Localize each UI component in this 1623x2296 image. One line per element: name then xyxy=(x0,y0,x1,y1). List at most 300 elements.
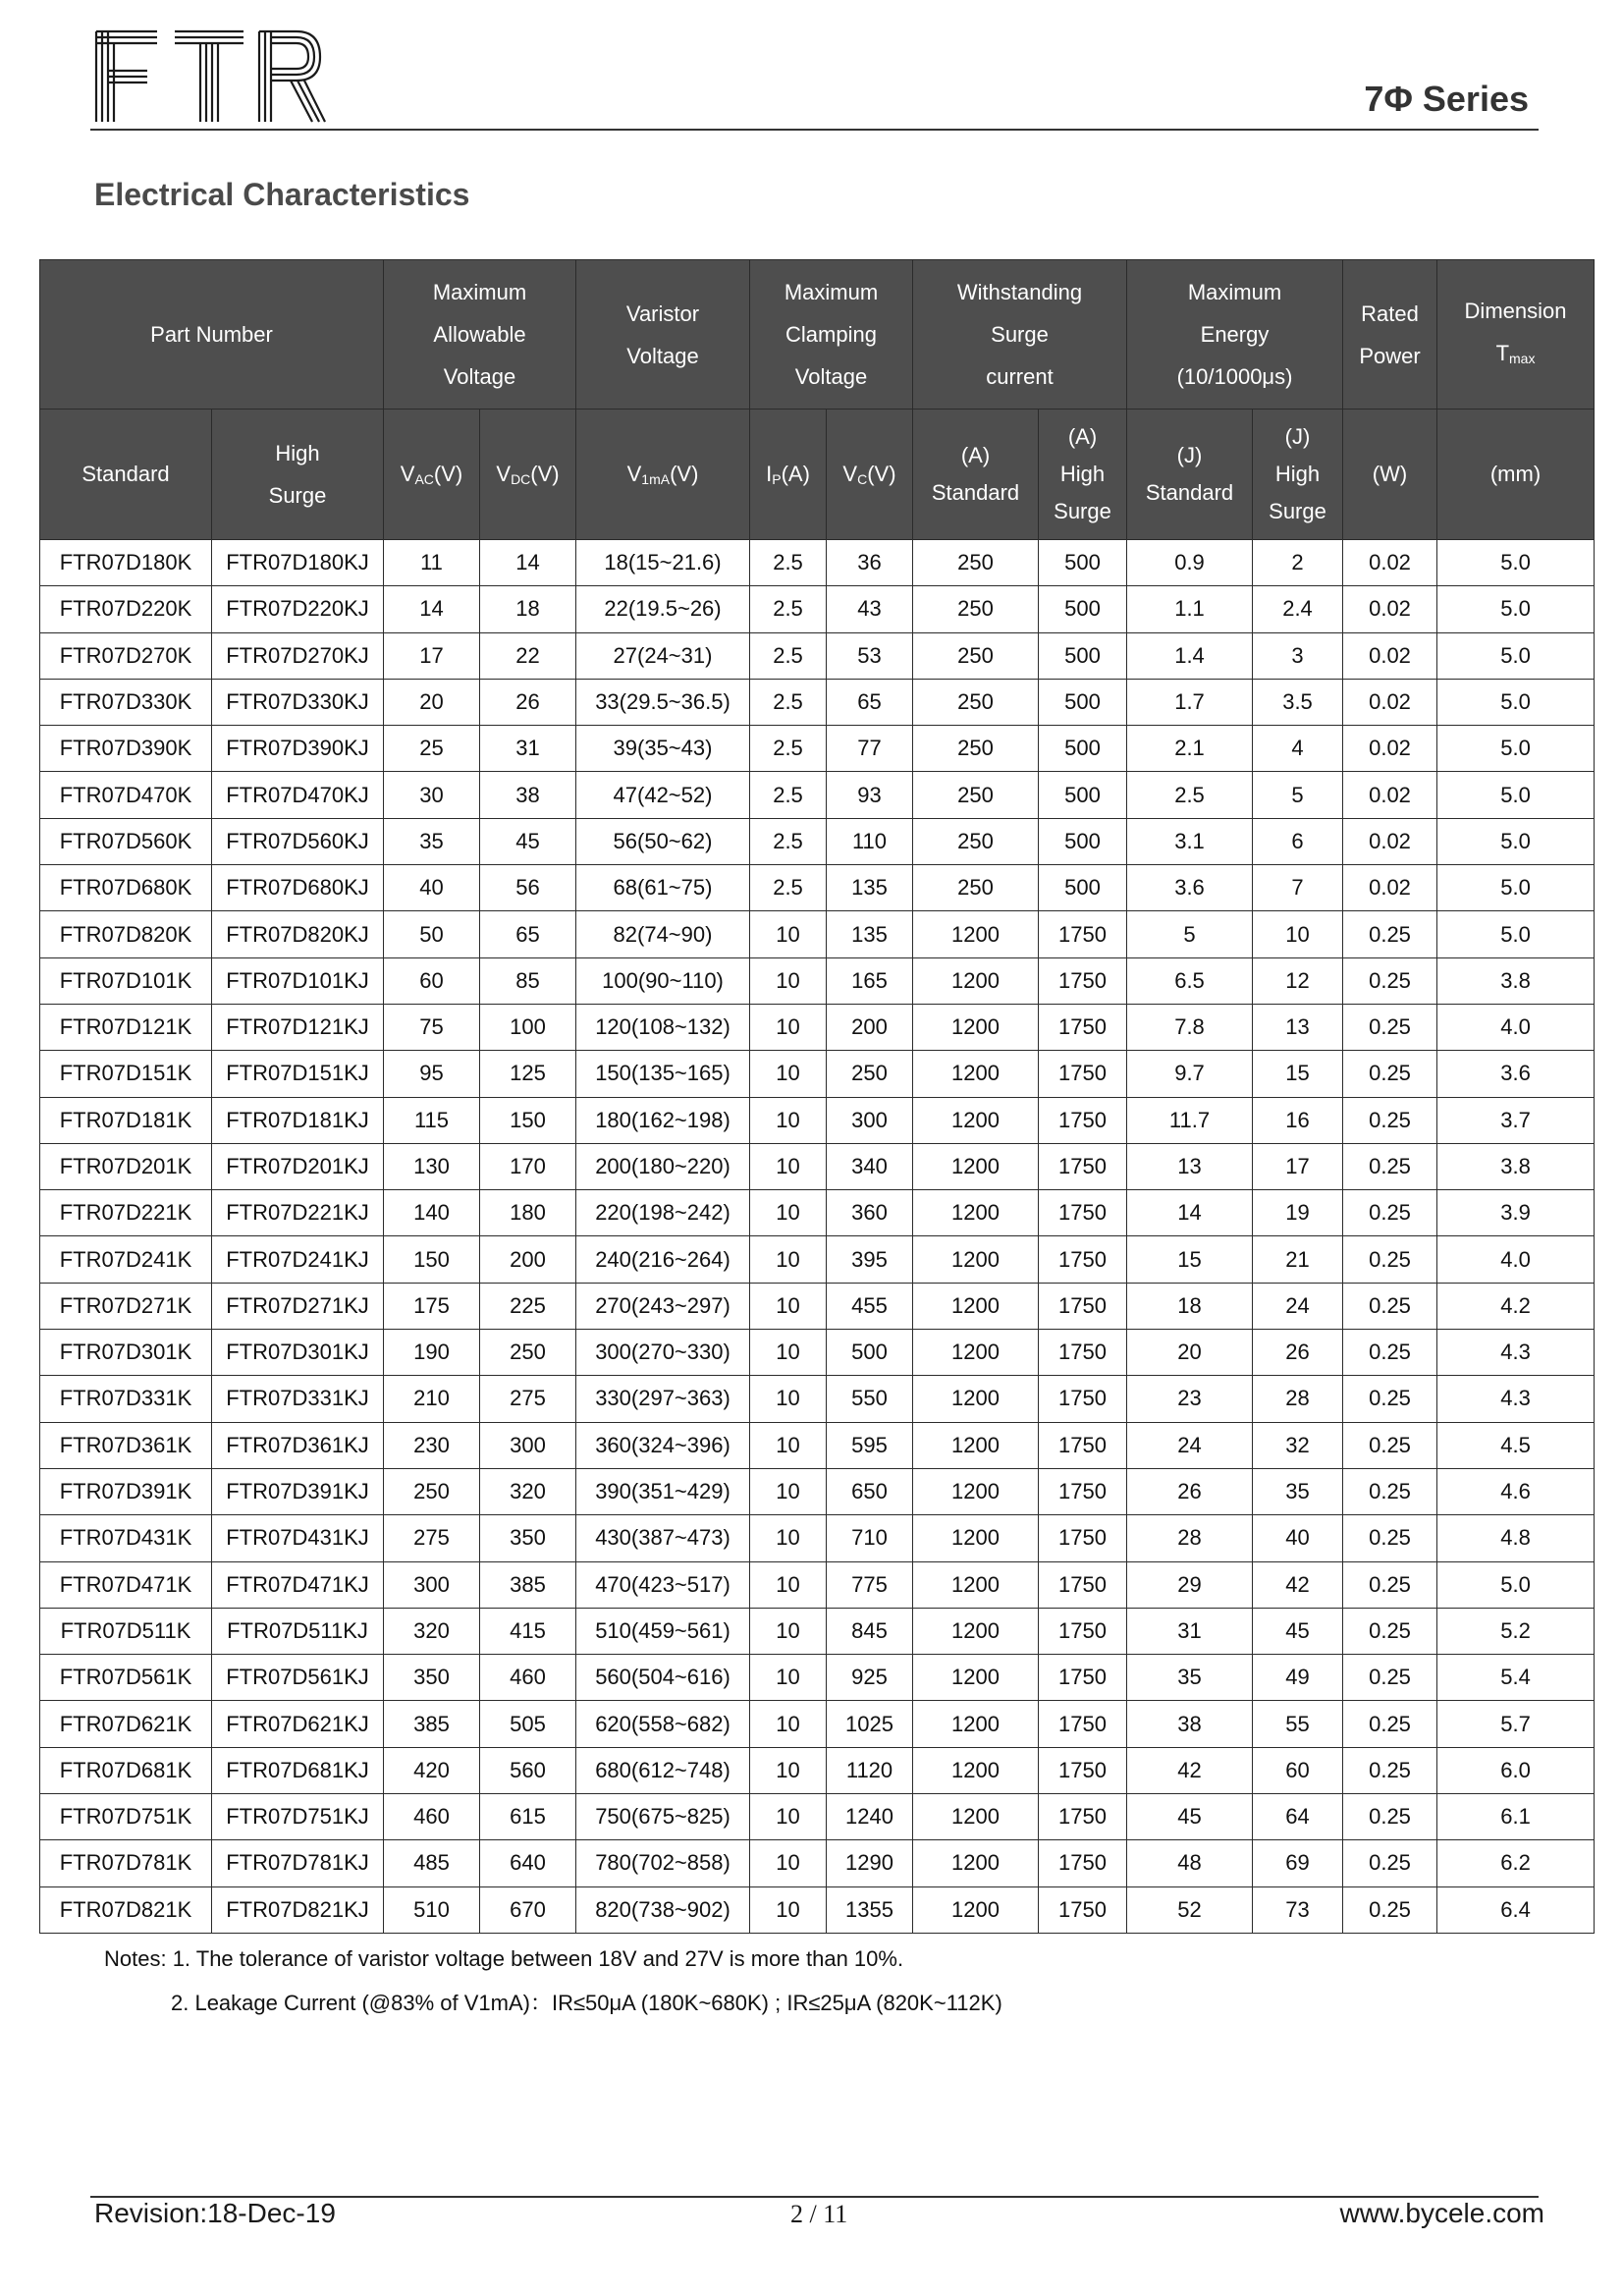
cell-vac: 420 xyxy=(384,1747,480,1793)
cell-surge-high: 1750 xyxy=(1039,1561,1127,1608)
table-row xyxy=(40,1004,1595,1050)
header-dimension-unit: (mm) xyxy=(1437,410,1595,540)
cell-part-high-surge: FTR07D101KJ xyxy=(212,957,384,1004)
table-row xyxy=(40,1840,1595,1886)
cell-vac: 40 xyxy=(384,865,480,911)
table-row xyxy=(40,586,1595,632)
cell-vac: 11 xyxy=(384,540,480,586)
cell-ip: 10 xyxy=(750,1468,827,1514)
cell-vac: 250 xyxy=(384,1468,480,1514)
cell-vac: 210 xyxy=(384,1376,480,1422)
header-divider xyxy=(90,129,1539,131)
table-row xyxy=(40,1422,1595,1468)
cell-dimension: 3.8 xyxy=(1437,1143,1595,1189)
cell-vac: 350 xyxy=(384,1655,480,1701)
cell-energy-standard: 6.5 xyxy=(1127,957,1253,1004)
cell-part-high-surge: FTR07D220KJ xyxy=(212,586,384,632)
cell-energy-high: 19 xyxy=(1253,1190,1343,1236)
cell-vc: 1120 xyxy=(827,1747,913,1793)
cell-part-standard: FTR07D781K xyxy=(40,1840,212,1886)
cell-ip: 10 xyxy=(750,1330,827,1376)
cell-part-high-surge: FTR07D471KJ xyxy=(212,1561,384,1608)
cell-surge-high: 1750 xyxy=(1039,1283,1127,1329)
cell-part-standard: FTR07D511K xyxy=(40,1608,212,1654)
header-energy-standard: (J) Standard xyxy=(1127,410,1253,540)
cell-ip: 2.5 xyxy=(750,540,827,586)
cell-part-standard: FTR07D820K xyxy=(40,911,212,957)
cell-v1ma: 18(15~21.6) xyxy=(576,540,750,586)
cell-vdc: 180 xyxy=(480,1190,576,1236)
cell-energy-high: 45 xyxy=(1253,1608,1343,1654)
cell-surge-standard: 1200 xyxy=(913,1330,1039,1376)
cell-vdc: 18 xyxy=(480,586,576,632)
table-row xyxy=(40,1886,1595,1933)
table-row xyxy=(40,1468,1595,1514)
cell-part-standard: FTR07D361K xyxy=(40,1422,212,1468)
cell-surge-standard: 1200 xyxy=(913,1051,1039,1097)
cell-part-high-surge: FTR07D361KJ xyxy=(212,1422,384,1468)
cell-surge-standard: 250 xyxy=(913,865,1039,911)
cell-energy-standard: 52 xyxy=(1127,1886,1253,1933)
cell-v1ma: 390(351~429) xyxy=(576,1468,750,1514)
cell-surge-high: 1750 xyxy=(1039,1190,1127,1236)
cell-vac: 175 xyxy=(384,1283,480,1329)
cell-vac: 75 xyxy=(384,1004,480,1050)
cell-ip: 2.5 xyxy=(750,632,827,679)
cell-energy-high: 17 xyxy=(1253,1143,1343,1189)
cell-vc: 455 xyxy=(827,1283,913,1329)
cell-part-standard: FTR07D470K xyxy=(40,772,212,818)
cell-part-high-surge: FTR07D431KJ xyxy=(212,1515,384,1561)
cell-vac: 385 xyxy=(384,1701,480,1747)
cell-part-high-surge: FTR07D681KJ xyxy=(212,1747,384,1793)
header-max-clamping-voltage: Maximum Clamping Voltage xyxy=(750,260,913,410)
cell-ip: 10 xyxy=(750,1422,827,1468)
cell-vac: 14 xyxy=(384,586,480,632)
cell-surge-high: 1750 xyxy=(1039,1794,1127,1840)
cell-vc: 53 xyxy=(827,632,913,679)
cell-surge-standard: 1200 xyxy=(913,1561,1039,1608)
cell-vac: 60 xyxy=(384,957,480,1004)
cell-v1ma: 68(61~75) xyxy=(576,865,750,911)
cell-vdc: 505 xyxy=(480,1701,576,1747)
cell-rated-power: 0.25 xyxy=(1343,1097,1437,1143)
table-row xyxy=(40,632,1595,679)
cell-ip: 10 xyxy=(750,1886,827,1933)
cell-part-standard: FTR07D680K xyxy=(40,865,212,911)
cell-vac: 320 xyxy=(384,1608,480,1654)
cell-ip: 10 xyxy=(750,1608,827,1654)
cell-vdc: 38 xyxy=(480,772,576,818)
cell-vac: 130 xyxy=(384,1143,480,1189)
cell-dimension: 5.0 xyxy=(1437,865,1595,911)
cell-vdc: 22 xyxy=(480,632,576,679)
cell-vc: 595 xyxy=(827,1422,913,1468)
cell-part-standard: FTR07D181K xyxy=(40,1097,212,1143)
cell-vdc: 275 xyxy=(480,1376,576,1422)
cell-dimension: 5.0 xyxy=(1437,1561,1595,1608)
table-row xyxy=(40,1655,1595,1701)
cell-dimension: 5.7 xyxy=(1437,1701,1595,1747)
cell-vac: 230 xyxy=(384,1422,480,1468)
cell-surge-high: 500 xyxy=(1039,679,1127,725)
cell-surge-standard: 1200 xyxy=(913,911,1039,957)
cell-energy-high: 12 xyxy=(1253,957,1343,1004)
cell-v1ma: 780(702~858) xyxy=(576,1840,750,1886)
ftr-logo xyxy=(94,27,326,124)
cell-surge-high: 1750 xyxy=(1039,1840,1127,1886)
cell-dimension: 5.0 xyxy=(1437,772,1595,818)
cell-ip: 10 xyxy=(750,1051,827,1097)
cell-vdc: 170 xyxy=(480,1143,576,1189)
cell-vc: 1290 xyxy=(827,1840,913,1886)
cell-energy-high: 42 xyxy=(1253,1561,1343,1608)
cell-vc: 165 xyxy=(827,957,913,1004)
cell-part-high-surge: FTR07D151KJ xyxy=(212,1051,384,1097)
cell-surge-high: 1750 xyxy=(1039,1376,1127,1422)
revision-date: Revision:18-Dec-19 xyxy=(94,2198,336,2228)
cell-part-standard: FTR07D101K xyxy=(40,957,212,1004)
cell-energy-high: 7 xyxy=(1253,865,1343,911)
cell-part-high-surge: FTR07D560KJ xyxy=(212,818,384,864)
series-title: 7Φ Series xyxy=(1364,79,1529,119)
cell-part-high-surge: FTR07D751KJ xyxy=(212,1794,384,1840)
cell-energy-standard: 14 xyxy=(1127,1190,1253,1236)
cell-vdc: 350 xyxy=(480,1515,576,1561)
header-withstanding-surge-current: Withstanding Surge current xyxy=(913,260,1127,410)
cell-dimension: 4.0 xyxy=(1437,1236,1595,1283)
cell-dimension: 3.9 xyxy=(1437,1190,1595,1236)
table-row xyxy=(40,1330,1595,1376)
cell-energy-high: 69 xyxy=(1253,1840,1343,1886)
cell-part-standard: FTR07D431K xyxy=(40,1515,212,1561)
cell-surge-high: 1750 xyxy=(1039,1004,1127,1050)
cell-vc: 135 xyxy=(827,911,913,957)
header-power-unit: (W) xyxy=(1343,410,1437,540)
cell-part-high-surge: FTR07D820KJ xyxy=(212,911,384,957)
cell-v1ma: 240(216~264) xyxy=(576,1236,750,1283)
table-row xyxy=(40,726,1595,772)
cell-surge-standard: 1200 xyxy=(913,1840,1039,1886)
header-energy-high: (J) High Surge xyxy=(1253,410,1343,540)
cell-energy-standard: 45 xyxy=(1127,1794,1253,1840)
cell-part-high-surge: FTR07D470KJ xyxy=(212,772,384,818)
table-row xyxy=(40,911,1595,957)
cell-dimension: 6.4 xyxy=(1437,1886,1595,1933)
cell-surge-high: 1750 xyxy=(1039,1236,1127,1283)
cell-rated-power: 0.25 xyxy=(1343,957,1437,1004)
cell-surge-standard: 1200 xyxy=(913,1236,1039,1283)
cell-part-standard: FTR07D241K xyxy=(40,1236,212,1283)
cell-energy-standard: 26 xyxy=(1127,1468,1253,1514)
cell-energy-standard: 0.9 xyxy=(1127,540,1253,586)
cell-vdc: 125 xyxy=(480,1051,576,1097)
electrical-characteristics-table xyxy=(39,259,1595,1934)
website-link[interactable]: www.bycele.com xyxy=(1339,2198,1544,2228)
cell-vac: 190 xyxy=(384,1330,480,1376)
cell-part-standard: FTR07D621K xyxy=(40,1701,212,1747)
cell-part-standard: FTR07D180K xyxy=(40,540,212,586)
cell-part-standard: FTR07D121K xyxy=(40,1004,212,1050)
cell-part-standard: FTR07D391K xyxy=(40,1468,212,1514)
cell-surge-high: 1750 xyxy=(1039,1608,1127,1654)
cell-part-high-surge: FTR07D180KJ xyxy=(212,540,384,586)
cell-part-high-surge: FTR07D221KJ xyxy=(212,1190,384,1236)
cell-rated-power: 0.02 xyxy=(1343,540,1437,586)
cell-rated-power: 0.25 xyxy=(1343,1330,1437,1376)
cell-energy-standard: 20 xyxy=(1127,1330,1253,1376)
cell-energy-high: 10 xyxy=(1253,911,1343,957)
cell-vac: 115 xyxy=(384,1097,480,1143)
cell-vac: 50 xyxy=(384,911,480,957)
cell-vc: 300 xyxy=(827,1097,913,1143)
cell-rated-power: 0.25 xyxy=(1343,1608,1437,1654)
cell-energy-high: 2 xyxy=(1253,540,1343,586)
cell-vdc: 65 xyxy=(480,911,576,957)
cell-vc: 710 xyxy=(827,1515,913,1561)
cell-v1ma: 220(198~242) xyxy=(576,1190,750,1236)
cell-vc: 1240 xyxy=(827,1794,913,1840)
cell-part-high-surge: FTR07D621KJ xyxy=(212,1701,384,1747)
cell-v1ma: 510(459~561) xyxy=(576,1608,750,1654)
cell-ip: 10 xyxy=(750,1004,827,1050)
cell-ip: 10 xyxy=(750,1190,827,1236)
cell-v1ma: 360(324~396) xyxy=(576,1422,750,1468)
cell-ip: 10 xyxy=(750,1747,827,1793)
cell-surge-high: 1750 xyxy=(1039,1515,1127,1561)
table-row xyxy=(40,1236,1595,1283)
header-standard: Standard xyxy=(40,410,212,540)
cell-vdc: 56 xyxy=(480,865,576,911)
cell-energy-high: 15 xyxy=(1253,1051,1343,1097)
cell-vc: 550 xyxy=(827,1376,913,1422)
cell-part-standard: FTR07D331K xyxy=(40,1376,212,1422)
cell-dimension: 3.6 xyxy=(1437,1051,1595,1097)
cell-vac: 140 xyxy=(384,1190,480,1236)
cell-surge-standard: 1200 xyxy=(913,1701,1039,1747)
cell-part-high-surge: FTR07D511KJ xyxy=(212,1608,384,1654)
cell-part-standard: FTR07D681K xyxy=(40,1747,212,1793)
cell-ip: 10 xyxy=(750,1143,827,1189)
cell-energy-standard: 35 xyxy=(1127,1655,1253,1701)
cell-energy-standard: 29 xyxy=(1127,1561,1253,1608)
cell-part-high-surge: FTR07D561KJ xyxy=(212,1655,384,1701)
cell-vdc: 615 xyxy=(480,1794,576,1840)
cell-ip: 10 xyxy=(750,1655,827,1701)
cell-surge-standard: 1200 xyxy=(913,957,1039,1004)
header-dimension: Dimension $T_{max}$ xyxy=(1437,260,1595,410)
header-vac: $V_{AC}(V)$ xyxy=(384,410,480,540)
cell-vac: 275 xyxy=(384,1515,480,1561)
cell-vdc: 100 xyxy=(480,1004,576,1050)
cell-v1ma: 620(558~682) xyxy=(576,1701,750,1747)
cell-energy-standard: 24 xyxy=(1127,1422,1253,1468)
cell-energy-high: 64 xyxy=(1253,1794,1343,1840)
cell-vc: 340 xyxy=(827,1143,913,1189)
cell-energy-standard: 13 xyxy=(1127,1143,1253,1189)
cell-dimension: 6.1 xyxy=(1437,1794,1595,1840)
cell-v1ma: 470(423~517) xyxy=(576,1561,750,1608)
cell-vdc: 85 xyxy=(480,957,576,1004)
cell-dimension: 5.0 xyxy=(1437,818,1595,864)
cell-part-high-surge: FTR07D181KJ xyxy=(212,1097,384,1143)
cell-energy-high: 3 xyxy=(1253,632,1343,679)
cell-part-standard: FTR07D560K xyxy=(40,818,212,864)
cell-vac: 150 xyxy=(384,1236,480,1283)
cell-dimension: 3.8 xyxy=(1437,957,1595,1004)
cell-v1ma: 33(29.5~36.5) xyxy=(576,679,750,725)
cell-energy-standard: 31 xyxy=(1127,1608,1253,1654)
cell-vdc: 415 xyxy=(480,1608,576,1654)
cell-ip: 2.5 xyxy=(750,726,827,772)
cell-part-high-surge: FTR07D241KJ xyxy=(212,1236,384,1283)
cell-vac: 25 xyxy=(384,726,480,772)
cell-rated-power: 0.25 xyxy=(1343,1422,1437,1468)
cell-surge-standard: 1200 xyxy=(913,1143,1039,1189)
cell-energy-standard: 3.1 xyxy=(1127,818,1253,864)
cell-ip: 2.5 xyxy=(750,772,827,818)
cell-part-standard: FTR07D270K xyxy=(40,632,212,679)
cell-energy-standard: 42 xyxy=(1127,1747,1253,1793)
cell-ip: 2.5 xyxy=(750,586,827,632)
cell-surge-high: 1750 xyxy=(1039,1747,1127,1793)
cell-v1ma: 82(74~90) xyxy=(576,911,750,957)
cell-vc: 1355 xyxy=(827,1886,913,1933)
cell-energy-standard: 5 xyxy=(1127,911,1253,957)
cell-surge-high: 500 xyxy=(1039,818,1127,864)
cell-v1ma: 200(180~220) xyxy=(576,1143,750,1189)
cell-part-high-surge: FTR07D201KJ xyxy=(212,1143,384,1189)
header-max-allowable-voltage: Maximum Allowable Voltage xyxy=(384,260,576,410)
cell-surge-high: 500 xyxy=(1039,865,1127,911)
cell-energy-standard: 7.8 xyxy=(1127,1004,1253,1050)
cell-dimension: 5.0 xyxy=(1437,679,1595,725)
cell-v1ma: 330(297~363) xyxy=(576,1376,750,1422)
page-number: 2 / 11 xyxy=(790,2200,848,2228)
cell-vc: 77 xyxy=(827,726,913,772)
cell-energy-high: 2.4 xyxy=(1253,586,1343,632)
cell-surge-standard: 1200 xyxy=(913,1468,1039,1514)
cell-rated-power: 0.02 xyxy=(1343,726,1437,772)
cell-energy-high: 26 xyxy=(1253,1330,1343,1376)
cell-part-high-surge: FTR07D390KJ xyxy=(212,726,384,772)
cell-energy-high: 13 xyxy=(1253,1004,1343,1050)
cell-surge-high: 1750 xyxy=(1039,1468,1127,1514)
cell-energy-standard: 38 xyxy=(1127,1701,1253,1747)
cell-part-standard: FTR07D221K xyxy=(40,1190,212,1236)
cell-v1ma: 750(675~825) xyxy=(576,1794,750,1840)
cell-surge-standard: 250 xyxy=(913,726,1039,772)
cell-vc: 135 xyxy=(827,865,913,911)
cell-part-high-surge: FTR07D391KJ xyxy=(212,1468,384,1514)
table-row xyxy=(40,540,1595,586)
cell-rated-power: 0.02 xyxy=(1343,818,1437,864)
cell-energy-standard: 3.6 xyxy=(1127,865,1253,911)
cell-dimension: 3.7 xyxy=(1437,1097,1595,1143)
header-surge-standard: (A) Standard xyxy=(913,410,1039,540)
cell-v1ma: 100(90~110) xyxy=(576,957,750,1004)
cell-energy-high: 6 xyxy=(1253,818,1343,864)
cell-rated-power: 0.25 xyxy=(1343,1794,1437,1840)
header-varistor-voltage: Varistor Voltage xyxy=(576,260,750,410)
cell-rated-power: 0.25 xyxy=(1343,1051,1437,1097)
cell-energy-high: 49 xyxy=(1253,1655,1343,1701)
cell-surge-standard: 1200 xyxy=(913,1004,1039,1050)
cell-vac: 20 xyxy=(384,679,480,725)
cell-part-high-surge: FTR07D781KJ xyxy=(212,1840,384,1886)
cell-dimension: 5.0 xyxy=(1437,726,1595,772)
header-part-number: Part Number xyxy=(40,260,384,410)
header-high-surge: High Surge xyxy=(212,410,384,540)
cell-rated-power: 0.25 xyxy=(1343,1655,1437,1701)
cell-surge-high: 500 xyxy=(1039,586,1127,632)
cell-vdc: 560 xyxy=(480,1747,576,1793)
cell-rated-power: 0.25 xyxy=(1343,1468,1437,1514)
cell-surge-high: 1750 xyxy=(1039,1655,1127,1701)
cell-rated-power: 0.02 xyxy=(1343,586,1437,632)
cell-energy-high: 60 xyxy=(1253,1747,1343,1793)
cell-ip: 10 xyxy=(750,1097,827,1143)
cell-v1ma: 560(504~616) xyxy=(576,1655,750,1701)
cell-vac: 300 xyxy=(384,1561,480,1608)
cell-vc: 36 xyxy=(827,540,913,586)
cell-ip: 2.5 xyxy=(750,679,827,725)
cell-vac: 460 xyxy=(384,1794,480,1840)
cell-vc: 43 xyxy=(827,586,913,632)
cell-dimension: 5.0 xyxy=(1437,911,1595,957)
cell-dimension: 5.0 xyxy=(1437,632,1595,679)
cell-energy-high: 32 xyxy=(1253,1422,1343,1468)
cell-surge-high: 500 xyxy=(1039,726,1127,772)
cell-energy-high: 55 xyxy=(1253,1701,1343,1747)
cell-ip: 10 xyxy=(750,1376,827,1422)
cell-surge-standard: 250 xyxy=(913,632,1039,679)
table-row xyxy=(40,1051,1595,1097)
cell-part-high-surge: FTR07D330KJ xyxy=(212,679,384,725)
cell-energy-high: 35 xyxy=(1253,1468,1343,1514)
cell-energy-standard: 2.1 xyxy=(1127,726,1253,772)
cell-part-high-surge: FTR07D121KJ xyxy=(212,1004,384,1050)
cell-energy-standard: 18 xyxy=(1127,1283,1253,1329)
cell-surge-standard: 250 xyxy=(913,772,1039,818)
header-rated-power: Rated Power xyxy=(1343,260,1437,410)
cell-surge-high: 1750 xyxy=(1039,1143,1127,1189)
cell-surge-high: 1750 xyxy=(1039,1051,1127,1097)
cell-energy-standard: 11.7 xyxy=(1127,1097,1253,1143)
cell-dimension: 5.2 xyxy=(1437,1608,1595,1654)
cell-vc: 925 xyxy=(827,1655,913,1701)
header-vc: $V_C(V)$ xyxy=(827,410,913,540)
notes xyxy=(104,1946,1002,2032)
cell-surge-high: 1750 xyxy=(1039,957,1127,1004)
table-row xyxy=(40,1097,1595,1143)
cell-part-high-surge: FTR07D271KJ xyxy=(212,1283,384,1329)
cell-rated-power: 0.25 xyxy=(1343,1561,1437,1608)
cell-surge-standard: 250 xyxy=(913,540,1039,586)
cell-vac: 485 xyxy=(384,1840,480,1886)
cell-vac: 95 xyxy=(384,1051,480,1097)
cell-part-standard: FTR07D390K xyxy=(40,726,212,772)
cell-v1ma: 39(35~43) xyxy=(576,726,750,772)
cell-rated-power: 0.25 xyxy=(1343,1283,1437,1329)
cell-surge-high: 1750 xyxy=(1039,1097,1127,1143)
cell-vc: 200 xyxy=(827,1004,913,1050)
cell-vac: 30 xyxy=(384,772,480,818)
table-row xyxy=(40,1561,1595,1608)
cell-rated-power: 0.02 xyxy=(1343,772,1437,818)
cell-dimension: 4.2 xyxy=(1437,1283,1595,1329)
cell-part-standard: FTR07D151K xyxy=(40,1051,212,1097)
